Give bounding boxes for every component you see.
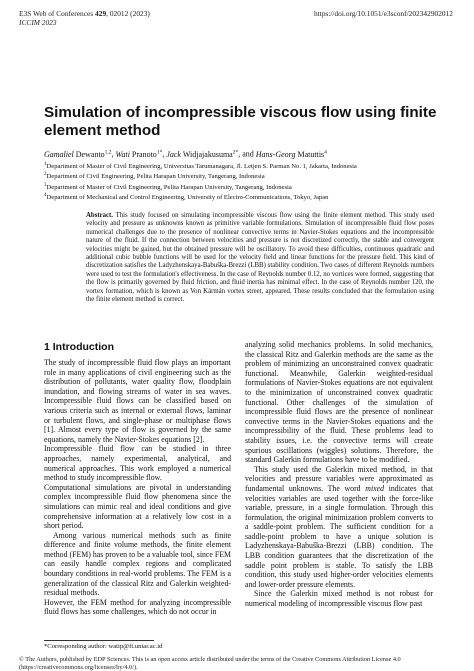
- right-column: [245, 340, 433, 609]
- doi-link[interactable]: https://doi.org/10.1051/e3sconf/202342902012: [313, 9, 453, 18]
- footnote-rule: [44, 640, 154, 641]
- author-list: Gamaliel Dewanto$^{1,2}$, Wati Pranoto$^{1*}$, Jack Widjajakusuma$^{2*}$, and Hans-Georg Matuttis$^4$: [44, 149, 327, 159]
- intro-paragraph-4: Among various numerical methods such as finite difference and finite volume methods, the finite element method (FEM) has proven to be a valuable tool, since FEM can easily handle complex regions and complicated boundary conditions in real-world problems. The FEM is a generalization of the classical Ritz and Galerkin weighted-residual methods.: [44, 530, 231, 598]
- author-4: Hans-Georg Matuttis$^4$: [255, 149, 327, 159]
- affiliation-4: $^4$Department of Mechanical and Control Engineering, University of Electro-Communications, Tokyo, Japan: [44, 193, 329, 202]
- paper-title: Simulation of incompressible viscous flow using finite element method: [44, 104, 437, 139]
- left-column: [44, 358, 231, 617]
- journal-header: [19, 9, 150, 27]
- intro-paragraph-2: Incompressible fluid flow can be studied in three approaches, namely experimental, analytical, and numerical approaches. This work employed a numerical method to study incompressible flow.: [44, 444, 231, 483]
- author-2: Wati Pranoto$^{1*}$: [115, 149, 163, 159]
- right-paragraph-2: This study used the Galerkin mixed method, in that velocities and pressure variables were approximated as fundamental unknowns. The word mixed indicates that velocities variables are used together with the force-like variable, pressure, in a single formulation. Through this formulation, the original minimization problem converts to a saddle-point problem. The sufficient condition for a saddle-point problem to have a unique solution is Ladyzhenskaya-Babuška-Brezzi (LBB) condition. The LBB condition guarantees that the discretization of the saddle point problem is stable. To satisfy the LBB condition, this study used higher-order velocities elements and lower-order pressure elements.: [245, 464, 433, 589]
- right-paragraph-1: analyzing solid mechanics problems. In solid mechanics, the classical Ritz and Galerkin methods are the same as the problem of minimizing an unconstrained convex quadratic functional. Meanwhile, Galerkin weighted-residual formulations of Navier-Stokes equations are not equivalent to the minimization of unconstrained convex quadratic functional. Other challenges of the simulation of incompressible fluid flows are the presence of nonlinear convective terms in the Navier-Stokes equations and the incompressibility of the fluid. These problems lead to stability issues, i.e. the convective terms will create spurious oscillations (wiggles) solutions. Therefore, the standard Galerkin formulations have to be modified.: [245, 340, 433, 465]
- intro-paragraph-3: Computational simulations are pivotal in understanding complex incompressible fluid flow phenomena since the simulations can mimic real and ideal conditions and give comprehensive information at a relatively low cost in a short period.: [44, 482, 231, 531]
- author-3: Jack Widjajakusuma$^{2*}$: [166, 149, 239, 159]
- intro-paragraph-1: The study of incompressible fluid flow plays an important role in many applications of civil engineering such as the distribution of pollutants, water quality flow, floodplain inundation, and flowing streams of water in sea waves. Incompressible fluid flows can be classified based on various criteria such as internal or external flows, laminar or turbulent flows, and single-phase or multiphase flows [1]. Almost every type of flow is governed by the same equations, namely the Navier-Stokes equations [2].: [44, 358, 231, 444]
- abstract-label: Abstract.: [86, 212, 113, 219]
- affiliation-1: $^1$Department of Master of Civil Engineering, Universitas Tarumanagara, Jl. Letjen S. Parman No. 1, Jakarta, Indonesia: [44, 162, 357, 171]
- intro-paragraph-5: However, the FEM method for analyzing incompressible fluid flows has some challenges, which do not occur in: [44, 597, 231, 617]
- journal-article: , 02012 (2023): [106, 9, 150, 18]
- license-footer: [19, 656, 459, 671]
- journal-name: E3S Web of Conferences: [19, 9, 94, 18]
- license-line-1: © The Authors, published by EDP Sciences. This is an open access article distributed under the terms of the Creative Commons Attribution License 4.0: [19, 656, 401, 663]
- conference-name: ICCIM 2023: [19, 18, 57, 27]
- footnote-corresponding-author: *Corresponding author: watip@ft.untar.ac.id: [44, 643, 163, 650]
- author-1: Gamaliel Dewanto$^{1,2}$: [44, 149, 112, 159]
- journal-volume: 429: [95, 9, 107, 18]
- affiliations: [44, 161, 464, 203]
- section-heading-introduction: 1 Introduction: [44, 341, 114, 353]
- affiliation-3: $^3$Department of Master of Civil Engineering, Pelita Harapan University, Tangerang, Indonesia: [44, 182, 292, 191]
- right-paragraph-3: Since the Galerkin mixed method is not robust for numerical modeling of incompressible viscous flow past: [245, 589, 433, 609]
- abstract: [86, 212, 434, 304]
- license-link[interactable]: (https://creativecommons.org/licenses/by/4.0/).: [19, 663, 138, 671]
- abstract-text: This study focused on simulating incompressible viscous flow using the finite element method. This study used velocity and pressure as unknowns known as primitive variable formulations. Simulation of incompressible fluid flow poses numerical challenges due to the presence of nonlinear convective terms in Navier-Stokes equations and the incompressible nature of the fluid. If the connection between velocities and pressure is not discretized correctly, the stable and convergent velocities might be gained, but the obtained pressure will be oscillatory. To avoid these difficulties, continuous quadratic and additional cubic bubble functions will be used for the velocity field and linear functions for the pressure field. This kind of discretization satisfies the Ladyzhenskaya-Babuška-Brezzi (LBB) stability condition. Two cases of different Reynolds numbers were used to test the formulation's effectiveness. In the case of Reynolds number 0.12, no vortices were formed, suggesting that the flow is primarily governed by fluid friction, and fluid inertia has minimal effect. In the case of Reynolds number 120, the vortex formation, which is known as Von Kármán vortex street, appeared. These results concluded that the formulation using the finite element method is correct.: [86, 212, 434, 304]
- affiliation-2: $^2$Department of Civil Engineering, Pelita Harapan University, Tangerang, Indonesia: [44, 172, 265, 181]
